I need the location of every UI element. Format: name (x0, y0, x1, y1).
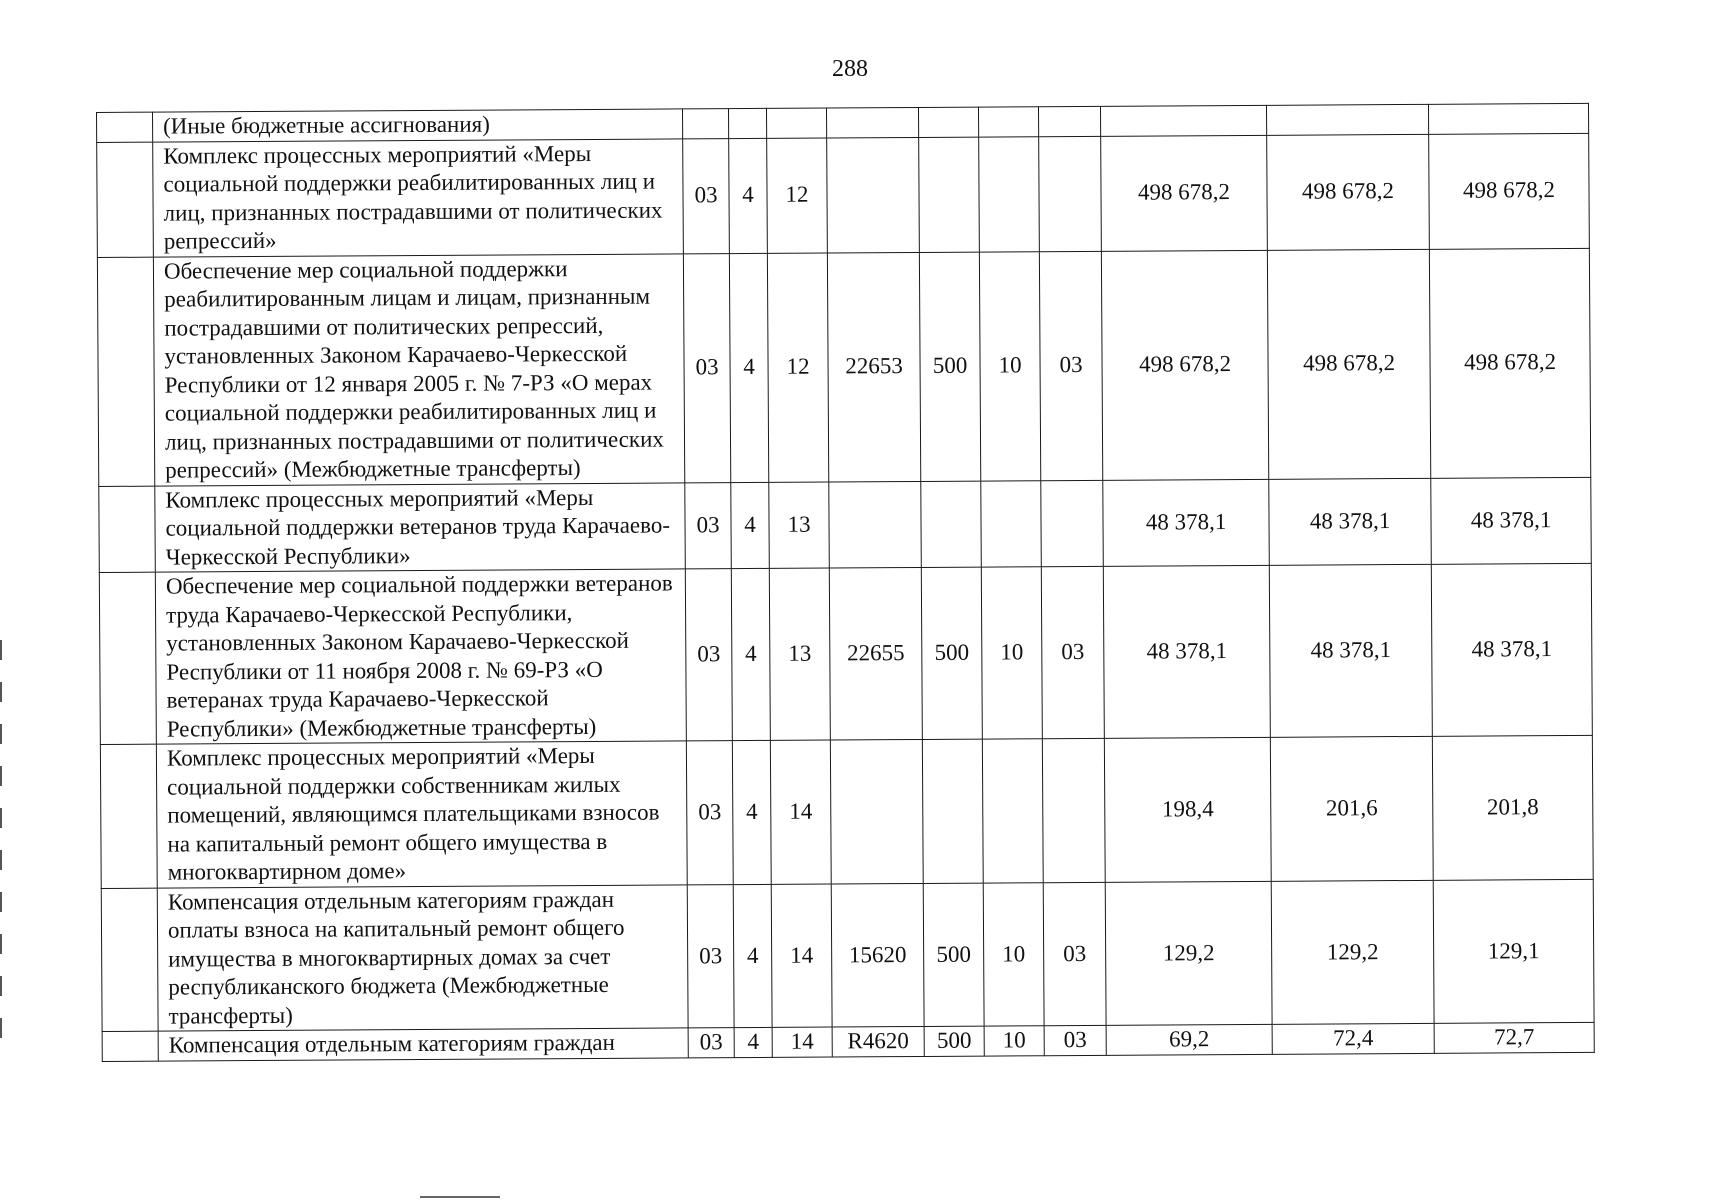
blank-cell (102, 1031, 158, 1061)
blank-cell (101, 888, 158, 1032)
amount-cell: 129,1 (1433, 879, 1594, 1023)
amount-cell: 498 678,2 (1429, 248, 1590, 478)
code-cell: 03 (687, 884, 734, 1028)
scan-mark (0, 934, 2, 954)
scan-mark (0, 850, 2, 870)
code-cell (829, 481, 922, 568)
amount-cell: 48 378,1 (1103, 565, 1270, 738)
code-cell: 4 (733, 884, 772, 1028)
footer-rule (420, 1196, 500, 1198)
code-cell: 13 (769, 568, 830, 740)
code-cell: 10 (983, 882, 1044, 1026)
budget-table (96, 103, 1595, 1062)
table-row (99, 477, 1592, 573)
amount-cell: 498 678,2 (1267, 134, 1430, 250)
code-cell (978, 107, 1038, 137)
row-description: Комплекс процессных мероприятий «Меры социальной поддержки ветеранов труда Карачаево-Черкесской Республики» (155, 482, 686, 572)
code-cell: 22653 (827, 252, 920, 482)
amount-cell: 129,2 (1271, 880, 1434, 1024)
code-cell: 03 (683, 253, 730, 482)
table-row (97, 133, 1590, 257)
code-cell: 03 (1041, 566, 1104, 738)
amount-cell: 48 378,1 (1431, 477, 1592, 564)
code-cell: 4 (734, 1027, 772, 1057)
code-cell (1038, 106, 1100, 136)
row-description: Обеспечение мер социальной поддержки ветеранов труда Карачаево-Черкесской Республики, установленных Законом Карачаево-Черкесской Республики от 11 ноября 2008 г. № 69-РЗ «О ветеранах труда Карачаево-Черкесской Республики» (Межбюджетные трансферты) (155, 569, 686, 744)
table-row (100, 735, 1593, 888)
code-cell: 500 (923, 883, 984, 1027)
table-row (97, 248, 1590, 486)
amount-cell: 48 378,1 (1269, 564, 1432, 737)
row-description: (Иные бюджетные ассигнования) (153, 109, 683, 142)
code-cell: 10 (984, 1026, 1044, 1056)
amount-cell (1266, 104, 1428, 134)
amount-cell: 72,4 (1272, 1023, 1434, 1053)
code-cell: 22655 (829, 567, 922, 740)
scan-mark (0, 808, 2, 828)
code-cell: R4620 (832, 1026, 924, 1056)
code-cell: 4 (731, 568, 770, 740)
scan-edge-marks (0, 640, 3, 1060)
code-cell (827, 137, 920, 253)
row-description: Компенсация отдельным категориям граждан оплаты взноса на капитальный ремонт общего имущества в многоквартирных домах за счет республиканского бюджета (Межбюджетные трансферты) (157, 884, 688, 1031)
code-cell: 500 (921, 567, 982, 739)
code-cell: 03 (1044, 1025, 1106, 1055)
amount-cell: 201,6 (1270, 736, 1433, 880)
code-cell: 03 (686, 741, 733, 885)
code-cell: 13 (769, 482, 830, 569)
scan-mark (0, 766, 2, 786)
amount-cell: 498 678,2 (1101, 250, 1268, 480)
amount-cell: 48 378,1 (1103, 479, 1270, 567)
code-cell: 03 (685, 482, 732, 569)
code-cell: 4 (731, 482, 770, 569)
amount-cell: 198,4 (1104, 737, 1271, 882)
code-cell: 14 (772, 1027, 832, 1057)
code-cell: 03 (685, 569, 732, 741)
scan-mark (0, 724, 2, 744)
scan-mark (0, 1018, 2, 1038)
table-row (101, 879, 1594, 1032)
amount-cell (1100, 105, 1266, 136)
code-cell: 12 (767, 253, 828, 482)
code-cell (1041, 480, 1104, 567)
code-cell (918, 107, 978, 137)
blank-cell (97, 142, 154, 257)
scan-mark (0, 976, 2, 996)
code-cell: 12 (767, 138, 828, 253)
code-cell: 4 (732, 740, 771, 884)
amount-cell: 129,2 (1105, 881, 1272, 1026)
blank-cell (97, 257, 154, 486)
code-cell (682, 109, 728, 139)
code-cell (1042, 738, 1105, 882)
amount-cell: 48 378,1 (1431, 563, 1592, 736)
table-row (99, 563, 1592, 744)
code-cell (728, 108, 766, 138)
code-cell (919, 137, 980, 252)
code-cell: 03 (683, 138, 730, 253)
blank-cell (99, 486, 156, 573)
row-description: Комплекс процессных мероприятий «Меры социальной поддержки реабилитированных лиц и лиц, признанных пострадавшими от политических репрессий» (153, 138, 684, 256)
blank-cell (97, 112, 153, 142)
code-cell: 14 (771, 884, 832, 1028)
amount-cell: 498 678,2 (1267, 249, 1430, 479)
code-cell: 03 (1043, 882, 1106, 1026)
code-cell (766, 108, 826, 138)
code-cell: 15620 (831, 883, 924, 1027)
scan-mark (0, 640, 2, 660)
amount-cell: 48 378,1 (1269, 478, 1432, 565)
code-cell: 03 (688, 1028, 734, 1058)
row-description: Комплекс процессных мероприятий «Меры социальной поддержки собственникам жилых помещений, являющимся плательщиками взносов на капитальный ремонт общего имущества в многоквартирном доме» (156, 741, 687, 888)
code-cell (1039, 136, 1102, 251)
code-cell (981, 480, 1042, 567)
code-cell: 500 (919, 252, 980, 481)
blank-cell (99, 572, 156, 744)
scan-mark (0, 682, 2, 702)
blank-cell (100, 744, 157, 888)
row-description: Компенсация отдельным категориям граждан (158, 1028, 688, 1061)
code-cell: 4 (729, 138, 768, 253)
row-description: Обеспечение мер социальной поддержки реабилитированным лицам и лицам, признанным пострадавшими от политических репрессий, установленных Законом Карачаево-Черкесской Республики от 12 января 2005 г. № 7-РЗ «О мерах социальной поддержки реабилитированных лиц и лиц, признанных пострадавшими от политических репрессий» (Межбюджетные трансферты) (153, 253, 684, 485)
code-cell: 03 (1039, 251, 1102, 480)
code-cell (982, 739, 1043, 883)
code-cell (979, 136, 1040, 251)
code-cell: 500 (924, 1026, 984, 1056)
amount-cell: 498 678,2 (1429, 133, 1590, 249)
amount-cell (1428, 103, 1588, 133)
amount-cell: 72,7 (1434, 1022, 1594, 1052)
code-cell (830, 739, 923, 883)
scan-mark (0, 892, 2, 912)
code-cell: 10 (979, 251, 1040, 480)
amount-cell: 201,8 (1432, 735, 1593, 879)
code-cell: 4 (729, 253, 768, 482)
code-cell (921, 481, 982, 568)
code-cell (826, 107, 918, 137)
amount-cell: 498 678,2 (1101, 135, 1268, 251)
code-cell (922, 739, 983, 883)
code-cell: 10 (981, 567, 1042, 739)
page-number: 288 (832, 56, 868, 82)
code-cell: 14 (770, 740, 831, 884)
amount-cell: 69,2 (1106, 1024, 1272, 1055)
